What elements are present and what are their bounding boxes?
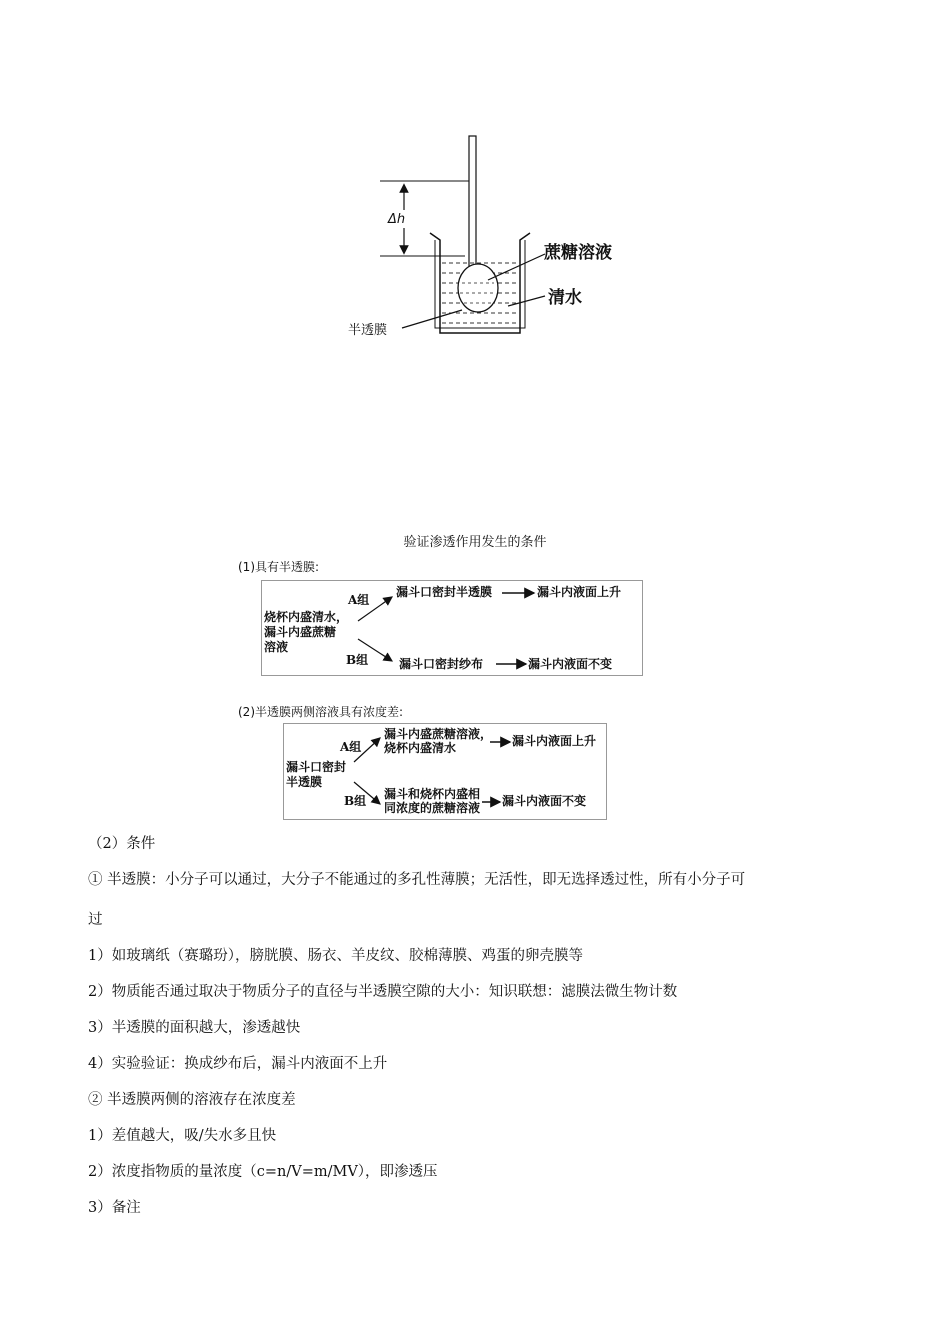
- paragraph-concentration-difference: ② 半透膜两侧的溶液存在浓度差: [88, 1092, 296, 1108]
- part1-start-line1: 烧杯内盛清水，: [264, 610, 349, 624]
- paragraph-membrane-definition-cont: 过: [88, 912, 103, 928]
- clear-water-label: 清水: [548, 288, 582, 308]
- part2-b-result: 漏斗内液面不变: [502, 794, 587, 808]
- list-item-5: 1）差值越大，吸/失水多且快: [88, 1128, 277, 1144]
- funnel-tube: [469, 136, 476, 276]
- list-item-3: 3）半透膜的面积越大，渗透越快: [88, 1020, 301, 1036]
- membrane-label: 半透膜: [348, 323, 388, 338]
- list-item-2: 2）物质能否通过取决于物质分子的直径与半透膜空隙的大小：知识联想：滤膜法微生物计数: [88, 984, 678, 1000]
- part2-heading: (2)半透膜两侧溶液具有浓度差:: [238, 705, 404, 719]
- part1-heading: (1)具有半透膜:: [238, 560, 320, 574]
- part1-group-b: B组: [346, 653, 369, 667]
- part2-a-result: 漏斗内液面上升: [512, 734, 597, 748]
- sucrose-solution-label: 蔗糖溶液: [544, 243, 612, 263]
- part2-a-action-line1: 漏斗内盛蔗糖溶液，: [384, 727, 493, 741]
- part2-group-a: A组: [340, 740, 362, 754]
- part2-a-action-line2: 烧杯内盛清水: [384, 741, 457, 755]
- part2-group-b: B组: [344, 794, 367, 808]
- part2-b-action-line1: 漏斗和烧杯内盛相: [384, 787, 481, 801]
- list-item-7: 3）备注: [88, 1200, 141, 1216]
- part1-group-a: A组: [348, 593, 370, 607]
- part2-diagram-box: [283, 723, 607, 820]
- part1-start-line3: 溶液: [264, 640, 289, 654]
- part1-b-result: 漏斗内液面不变: [528, 657, 613, 671]
- part1-start-line2: 漏斗内盛蔗糖: [264, 625, 337, 639]
- part1-a-action: 漏斗口密封半透膜: [396, 585, 493, 599]
- part2-b-action-line2: 同浓度的蔗糖溶液: [384, 801, 481, 815]
- funnel-bulb: [458, 264, 498, 312]
- list-item-6: 2）浓度指物质的量浓度（c=n/V=m/MV），即渗透压: [88, 1164, 438, 1180]
- list-item-1: 1）如玻璃纸（赛璐玢），膀胱膜、肠衣、羊皮纹、胶棉薄膜、鸡蛋的卵壳膜等: [88, 948, 583, 964]
- part1-diagram-box: [261, 580, 643, 676]
- section-heading-conditions: （2）条件: [88, 836, 156, 852]
- part1-a-result: 漏斗内液面上升: [537, 585, 622, 599]
- osmosis-beaker-figure: [340, 128, 640, 348]
- delta-h-label: Δh: [388, 212, 406, 227]
- part2-start-line1: 漏斗口密封: [286, 760, 347, 774]
- list-item-4: 4）实验验证：换成纱布后，漏斗内液面不上升: [88, 1056, 388, 1072]
- part2-start-line2: 半透膜: [286, 775, 323, 789]
- figure2-title: 验证渗透作用发生的条件: [403, 535, 547, 550]
- part1-b-action: 漏斗口密封纱布: [399, 657, 484, 671]
- beaker-diagram: [340, 128, 640, 348]
- paragraph-membrane-definition: ① 半透膜：小分子可以通过，大分子不能通过的多孔性薄膜；无活性，即无选择透过性，所有小分子可: [88, 872, 746, 888]
